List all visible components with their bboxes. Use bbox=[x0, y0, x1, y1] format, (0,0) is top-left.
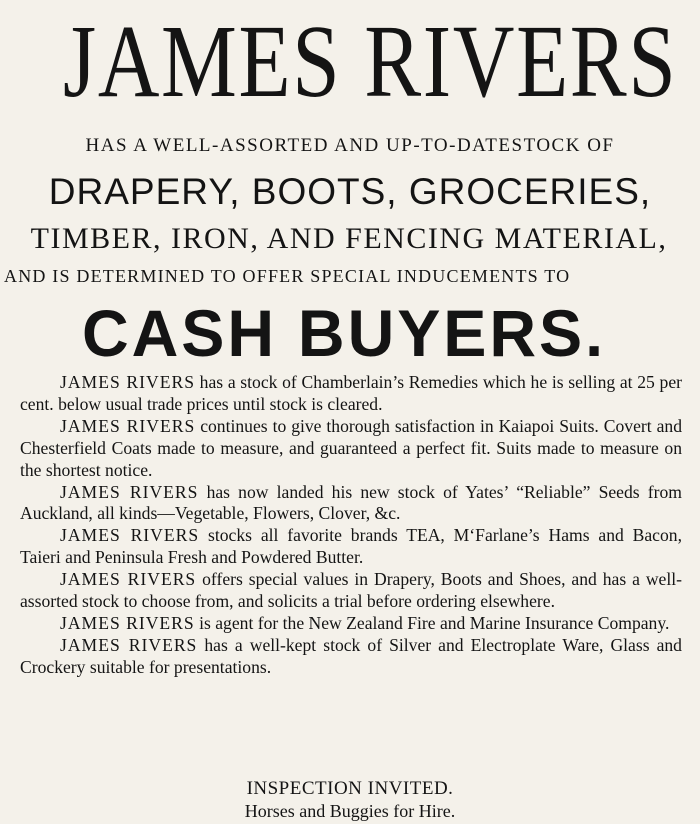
advert-tagline: HAS A WELL-ASSORTED AND UP-TO-DATESTOCK OF bbox=[85, 135, 615, 156]
paragraph-text: has now landed his new stock of Yates’ “Reliable” Seeds from Auckland, all kinds—Vegetable, Flowers, Clover, &c. bbox=[20, 481, 682, 524]
paragraph-merchant-name: JAMES RIVERS bbox=[60, 415, 196, 436]
advert-paragraph-drapery bbox=[20, 569, 682, 613]
paragraph-merchant-name: JAMES RIVERS bbox=[60, 569, 197, 590]
paragraph-text: has a stock of Chamberlain’s Remedies which he is selling at 25 per cent. below usual trade prices until stock is cleared. bbox=[20, 372, 682, 414]
advert-inspection-invited: INSPECTION INVITED. bbox=[246, 778, 454, 799]
paragraph-merchant-name: JAMES RIVERS bbox=[60, 525, 200, 546]
advert-horses-buggies: Horses and Buggies for Hire. bbox=[244, 801, 456, 821]
advert-paragraph-tea bbox=[20, 525, 682, 569]
paragraph-text: continues to give thorough satisfaction in Kaiapoi Suits. Covert and Chesterfield Coats made to measure, and guaranteed a perfect fit. Suits made to measure on the shortest notice. bbox=[20, 415, 683, 480]
advert-masthead: JAMES RIVERS bbox=[63, 4, 678, 119]
paragraph-text: stocks all favorite brands TEA, M‘Farlane’s Hams and Bacon, Taieri and Peninsula Fresh and Powdered Butter. bbox=[20, 525, 682, 568]
advert-headline-timber: TIMBER, IRON, AND FENCING MATERIAL, bbox=[30, 222, 668, 255]
advert-paragraph-insurance bbox=[20, 613, 682, 635]
paragraph-text: has a well-kept stock of Silver and Electroplate Ware, Glass and Crockery suitable for presentations. bbox=[20, 634, 682, 677]
paragraph-merchant-name: JAMES RIVERS bbox=[60, 634, 198, 655]
paragraph-text: offers special values in Drapery, Boots and Shoes, and has a well-assorted stock to choose from, and solicits a trial before ordering elsewhere. bbox=[20, 569, 682, 612]
paragraph-merchant-name: JAMES RIVERS bbox=[60, 612, 195, 633]
advert-paragraph-seeds bbox=[20, 482, 682, 526]
advert-paragraph-silver bbox=[20, 635, 682, 679]
advert-inducements-line: AND IS DETERMINED TO OFFER SPECIAL INDUCEMENTS TO bbox=[4, 266, 571, 286]
advert-paragraph-suits bbox=[20, 416, 682, 482]
paragraph-merchant-name: JAMES RIVERS bbox=[60, 372, 195, 392]
advert-headline-drapery: DRAPERY, BOOTS, GROCERIES, bbox=[48, 171, 652, 212]
advert-cash-buyers: CASH BUYERS. bbox=[81, 296, 607, 370]
paragraph-text: is agent for the New Zealand Fire and Marine Insurance Company. bbox=[194, 612, 670, 633]
advert-paragraph-remedies bbox=[20, 372, 682, 416]
advert-body bbox=[20, 372, 682, 679]
paragraph-merchant-name: JAMES RIVERS bbox=[60, 481, 199, 502]
